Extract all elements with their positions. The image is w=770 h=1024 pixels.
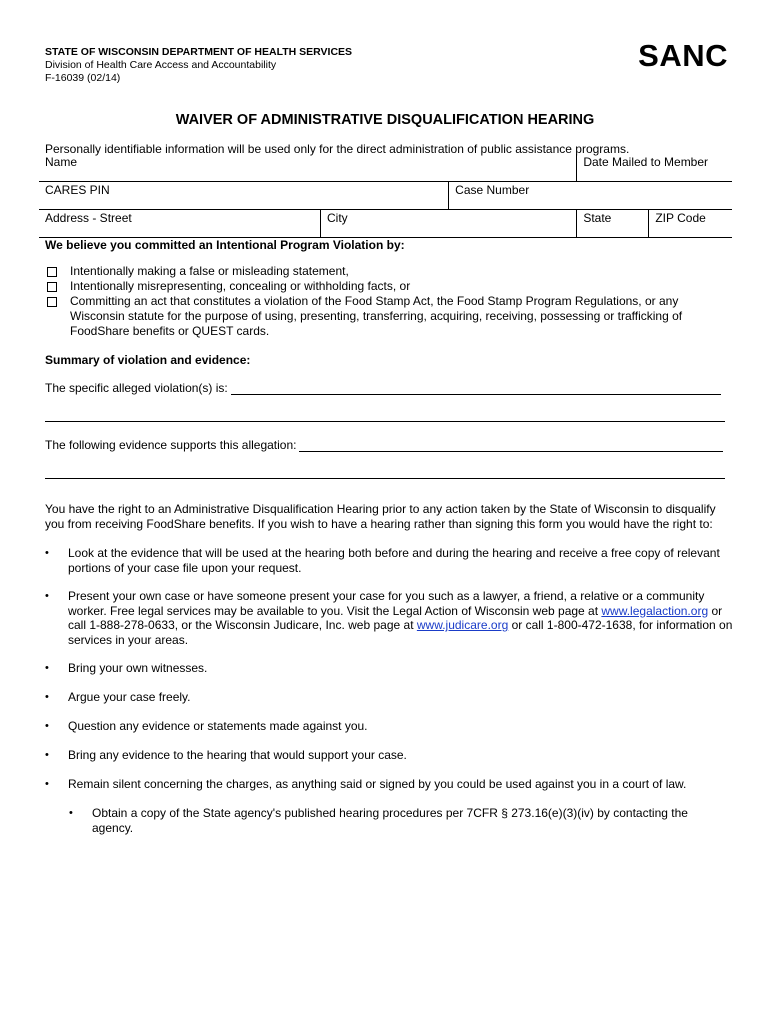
right-present: [68, 589, 733, 647]
option-label: Intentionally misrepresenting, concealing or withholding facts, or: [70, 279, 411, 293]
cares-pin-field[interactable]: [39, 182, 449, 210]
option-label: Committing an act that constitutes a violation of the Food Stamp Act, the Food Stamp Program Regulations, or any Wisconsin statute for the purpose of using, presenting, transferring, acquiring, receiving, possessing or trafficking of FoodShare benefits or QUEST cards.: [70, 294, 683, 338]
address-label: Address - Street: [45, 211, 132, 225]
case-number-label: Case Number: [455, 183, 530, 197]
name-label: Name: [45, 155, 78, 169]
alleged-violation-line[interactable]: [231, 382, 721, 395]
zip-field[interactable]: [649, 210, 732, 238]
right-present-text-a: Present your own case or have someone present your case for you such as a lawyer, a friend, a relative or a community worker. Free legal services may be available to you. Visit the Legal Action of Wisconsin web page at: [68, 589, 705, 618]
state-field[interactable]: [577, 210, 649, 238]
bullet: •: [45, 778, 49, 790]
right-look: Look at the evidence that will be used at the hearing both before and during the hearing and receive a free copy of relevant portions of your case file upon your request.: [68, 546, 720, 575]
evidence-line-2[interactable]: [45, 478, 725, 479]
pii-notice: Personally identifiable information will be used only for the direct administration of public assistance programs.: [45, 142, 630, 156]
violation-option: [45, 279, 735, 294]
legalaction-link[interactable]: www.legalaction.org: [601, 603, 709, 618]
list-item: [69, 806, 729, 835]
violation-option: [45, 264, 735, 279]
checkbox-false-statement[interactable]: [47, 267, 57, 277]
bullet: •: [45, 590, 49, 602]
case-number-field[interactable]: [449, 182, 732, 210]
evidence-line[interactable]: [299, 439, 723, 452]
cares-pin-label: CARES PIN: [45, 183, 110, 197]
option-label: Intentionally making a false or misleading statement,: [70, 264, 349, 278]
name-field[interactable]: [39, 154, 577, 182]
division-name: Division of Health Care Access and Accountability: [45, 59, 277, 71]
right-obtain: Obtain a copy of the State agency's published hearing procedures per 7CFR § 273.16(e)(3)(iv) by contacting the agency.: [92, 806, 688, 835]
bullet: •: [45, 547, 49, 559]
evidence-label: The following evidence supports this allegation:: [45, 438, 297, 452]
right-silent: Remain silent concerning the charges, as anything said or signed by you could be used against you in a court of law.: [68, 777, 687, 791]
form-number: F-16039 (02/14): [45, 72, 121, 84]
rights-intro: You have the right to an Administrative Disqualification Hearing prior to any action taken by the State of Wisconsin to disqualify you from receiving FoodShare benefits. If you wish to have a hearing rather than signing this form you would have the right to:: [45, 502, 716, 531]
form-code: SANC: [638, 38, 728, 73]
date-mailed-field[interactable]: [577, 154, 732, 182]
checkbox-misrepresenting[interactable]: [47, 282, 57, 292]
evidence-row: [45, 438, 723, 452]
address-field[interactable]: [39, 210, 321, 238]
zip-label: ZIP Code: [655, 211, 706, 225]
violation-heading: We believe you committed an Intentional Program Violation by:: [45, 238, 405, 252]
list-item: [45, 589, 733, 647]
list-item: [45, 661, 733, 676]
summary-heading: Summary of violation and evidence:: [45, 353, 251, 367]
state-label: State: [583, 211, 612, 225]
member-info-table: [39, 154, 732, 238]
form-header: [45, 46, 352, 85]
violation-options: [45, 264, 735, 339]
right-witnesses: Bring your own witnesses.: [68, 661, 208, 675]
alleged-violation-row: [45, 381, 721, 395]
form-title: WAIVER OF ADMINISTRATIVE DISQUALIFICATION HEARING: [175, 112, 595, 128]
right-question: Question any evidence or statements made against you.: [68, 719, 368, 733]
bullet: •: [45, 691, 49, 703]
list-item: [45, 719, 733, 734]
date-mailed-label: Date Mailed to Member: [583, 155, 709, 169]
list-item: [45, 690, 733, 705]
alleged-violation-line-2[interactable]: [45, 421, 725, 422]
bullet: •: [45, 749, 49, 761]
checkbox-food-stamp-act[interactable]: [47, 297, 57, 307]
right-present-text-c: or call 1-800-472-1638, for information on services in your areas.: [68, 618, 733, 647]
right-evidence: Bring any evidence to the hearing that would support your case.: [68, 748, 407, 762]
city-field[interactable]: [321, 210, 577, 238]
right-present-text-b: or call 1-888-278-0633, or the Wisconsin Judicare, Inc. web page at: [68, 603, 723, 632]
judicare-link[interactable]: www.judicare.org: [416, 618, 509, 632]
bullet: •: [45, 720, 49, 732]
list-item: [45, 777, 733, 792]
department-name: STATE OF WISCONSIN DEPARTMENT OF HEALTH SERVICES: [45, 46, 353, 58]
list-item: [45, 748, 733, 763]
city-label: City: [327, 211, 348, 225]
bullet: •: [69, 807, 73, 819]
violation-option: [45, 294, 735, 339]
alleged-violation-label: The specific alleged violation(s) is:: [45, 381, 228, 395]
bullet: •: [45, 662, 49, 674]
right-argue: Argue your case freely.: [68, 690, 191, 704]
list-item: [45, 546, 733, 575]
